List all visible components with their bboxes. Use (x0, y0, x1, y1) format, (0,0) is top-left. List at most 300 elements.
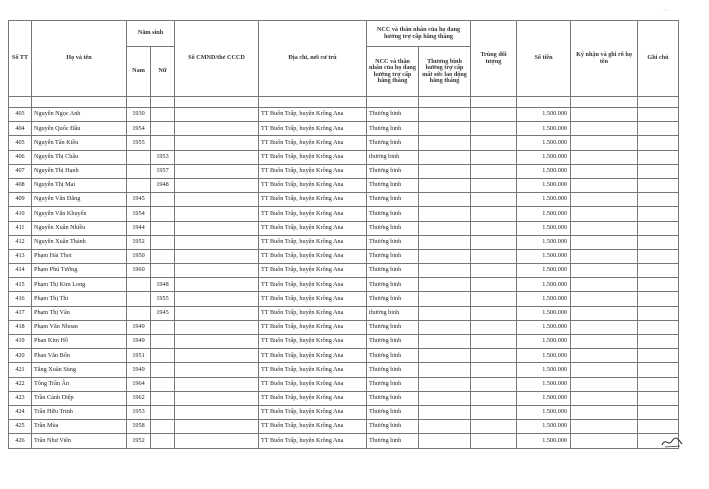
row-male-year: 1951 (127, 349, 151, 363)
row-ncc: Thương binh (367, 278, 419, 292)
row-beneficiary (471, 264, 517, 278)
header-id-card: Số CMND/thẻ CCCD (175, 21, 259, 97)
row-amount: 1.500.000 (517, 136, 571, 150)
row-id-card (175, 391, 259, 405)
row-address: TT Buôn Trấp, huyện Krông Ana (259, 391, 367, 405)
row-note (638, 349, 679, 363)
row-id-card (175, 164, 259, 178)
row-female-year (151, 221, 175, 235)
row-note (638, 193, 679, 207)
row-beneficiary (471, 249, 517, 263)
row-beneficiary (471, 150, 517, 164)
row-male-year: 1945 (127, 193, 151, 207)
row-signature (571, 164, 638, 178)
row-name: Nguyễn Xuân Nhiều (32, 221, 127, 235)
row-address: TT Buôn Trấp, huyện Krông Ana (259, 420, 367, 434)
row-signature (571, 278, 638, 292)
row-invalid (419, 363, 471, 377)
row-stt: 409 (9, 193, 32, 207)
row-male-year: 1960 (127, 264, 151, 278)
row-female-year: 1957 (151, 164, 175, 178)
row-id-card (175, 207, 259, 221)
row-ncc: Thương binh (367, 335, 419, 349)
row-amount: 1.500.000 (517, 178, 571, 192)
row-address: TT Buôn Trấp, huyện Krông Ana (259, 349, 367, 363)
row-signature (571, 405, 638, 419)
row-amount: 1.500.000 (517, 264, 571, 278)
row-note (638, 405, 679, 419)
row-male-year: 1958 (127, 420, 151, 434)
row-id-card (175, 420, 259, 434)
row-female-year (151, 320, 175, 334)
row-signature (571, 363, 638, 377)
row-note (638, 335, 679, 349)
row-female-year (151, 405, 175, 419)
row-ncc: Thương binh (367, 405, 419, 419)
row-id-card (175, 178, 259, 192)
row-male-year: 1952 (127, 434, 151, 448)
row-ncc: Thương binh (367, 207, 419, 221)
header-birth-year: Năm sinh (127, 21, 175, 47)
row-signature (571, 320, 638, 334)
row-amount: 1.500.000 (517, 193, 571, 207)
header-note: Ghi chú (638, 21, 679, 97)
row-address: TT Buôn Trấp, huyện Krông Ana (259, 136, 367, 150)
row-ncc: Thương binh (367, 391, 419, 405)
row-amount: 1.500.000 (517, 235, 571, 249)
row-address: TT Buôn Trấp, huyện Krông Ana (259, 150, 367, 164)
row-invalid (419, 122, 471, 136)
row-stt: 413 (9, 249, 32, 263)
table-row (9, 249, 679, 263)
table-row (9, 164, 679, 178)
row-stt: 416 (9, 292, 32, 306)
row-name: Phan Văn Bốn (32, 349, 127, 363)
row-name: Tăng Xuân Sùng (32, 363, 127, 377)
row-stt: 404 (9, 122, 32, 136)
row-id-card (175, 292, 259, 306)
corner-mark: · · · (660, 8, 669, 14)
table-row (9, 434, 679, 448)
row-female-year: 1953 (151, 150, 175, 164)
row-invalid (419, 306, 471, 320)
row-name: Trần Mùa (32, 420, 127, 434)
row-note (638, 108, 679, 122)
row-male-year: 1944 (127, 221, 151, 235)
row-id-card (175, 363, 259, 377)
row-female-year (151, 377, 175, 391)
row-name: Trần Như Viên (32, 434, 127, 448)
row-female-year (151, 235, 175, 249)
row-signature (571, 306, 638, 320)
row-invalid (419, 178, 471, 192)
row-stt: 405 (9, 136, 32, 150)
row-amount: 1.500.000 (517, 221, 571, 235)
row-invalid (419, 108, 471, 122)
row-note (638, 320, 679, 334)
row-invalid (419, 405, 471, 419)
row-address: TT Buôn Trấp, huyện Krông Ana (259, 320, 367, 334)
row-male-year (127, 292, 151, 306)
row-male-year: 1930 (127, 108, 151, 122)
row-name: Nguyễn Quốc Đầu (32, 122, 127, 136)
row-beneficiary (471, 278, 517, 292)
row-amount: 1.500.000 (517, 434, 571, 448)
table-row (9, 122, 679, 136)
row-male-year: 1962 (127, 391, 151, 405)
row-amount: 1.500.000 (517, 335, 571, 349)
row-invalid (419, 193, 471, 207)
row-female-year (151, 193, 175, 207)
row-stt: 414 (9, 264, 32, 278)
row-invalid (419, 221, 471, 235)
row-note (638, 150, 679, 164)
row-note (638, 292, 679, 306)
row-ncc: Thương binh (367, 136, 419, 150)
row-ncc: Thương binh (367, 235, 419, 249)
row-signature (571, 391, 638, 405)
row-note (638, 136, 679, 150)
row-invalid (419, 292, 471, 306)
row-amount: 1.500.000 (517, 108, 571, 122)
row-address: TT Buôn Trấp, huyện Krông Ana (259, 108, 367, 122)
row-name: Phạm Văn Nhoan (32, 320, 127, 334)
row-stt: 425 (9, 420, 32, 434)
row-beneficiary (471, 391, 517, 405)
row-ncc: Thương binh (367, 178, 419, 192)
table-row (9, 320, 679, 334)
row-signature (571, 335, 638, 349)
row-id-card (175, 221, 259, 235)
row-invalid (419, 150, 471, 164)
row-name: Nguyễn Thị Mai (32, 178, 127, 192)
row-stt: 426 (9, 434, 32, 448)
row-stt: 403 (9, 108, 32, 122)
row-female-year (151, 391, 175, 405)
spacer-row (9, 97, 679, 108)
handwritten-initial (660, 435, 684, 449)
row-signature (571, 221, 638, 235)
row-id-card (175, 306, 259, 320)
row-invalid (419, 391, 471, 405)
row-beneficiary (471, 434, 517, 448)
row-signature (571, 136, 638, 150)
table-row (9, 405, 679, 419)
row-female-year (151, 249, 175, 263)
row-amount: 1.500.000 (517, 150, 571, 164)
row-male-year: 1954 (127, 207, 151, 221)
table-row (9, 377, 679, 391)
row-ncc: thương binh (367, 306, 419, 320)
row-address: TT Buôn Trấp, huyện Krông Ana (259, 292, 367, 306)
row-id-card (175, 150, 259, 164)
row-amount: 1.500.000 (517, 320, 571, 334)
row-note (638, 164, 679, 178)
row-male-year: 1954 (127, 122, 151, 136)
row-female-year (151, 434, 175, 448)
row-amount: 1.500.000 (517, 420, 571, 434)
row-male-year: 1950 (127, 249, 151, 263)
row-invalid (419, 235, 471, 249)
row-name: Nguyễn Văn Khuyến (32, 207, 127, 221)
header-male: Nam (127, 47, 151, 97)
row-beneficiary (471, 363, 517, 377)
row-ncc: Thương binh (367, 292, 419, 306)
table-row (9, 420, 679, 434)
row-male-year: 1949 (127, 320, 151, 334)
row-stt: 411 (9, 221, 32, 235)
row-female-year (151, 349, 175, 363)
header-female: Nữ (151, 47, 175, 97)
row-ncc: Thương binh (367, 122, 419, 136)
row-amount: 1.500.000 (517, 377, 571, 391)
row-id-card (175, 122, 259, 136)
row-male-year: 1949 (127, 335, 151, 349)
row-stt: 423 (9, 391, 32, 405)
row-note (638, 207, 679, 221)
row-female-year (151, 136, 175, 150)
row-id-card (175, 249, 259, 263)
row-amount: 1.500.000 (517, 391, 571, 405)
row-amount: 1.500.000 (517, 292, 571, 306)
row-note (638, 249, 679, 263)
row-ncc: Thương binh (367, 249, 419, 263)
row-amount: 1.500.000 (517, 349, 571, 363)
table-row (9, 136, 679, 150)
row-note (638, 221, 679, 235)
row-note (638, 264, 679, 278)
row-female-year (151, 363, 175, 377)
row-male-year: 1964 (127, 377, 151, 391)
row-stt: 406 (9, 150, 32, 164)
row-name: Nguyễn Văn Đăng (32, 193, 127, 207)
row-ncc: Thương binh (367, 193, 419, 207)
row-invalid (419, 377, 471, 391)
row-signature (571, 193, 638, 207)
row-note (638, 377, 679, 391)
row-signature (571, 235, 638, 249)
row-beneficiary (471, 377, 517, 391)
row-ncc: Thương binh (367, 164, 419, 178)
row-beneficiary (471, 306, 517, 320)
table-row (9, 178, 679, 192)
row-address: TT Buôn Trấp, huyện Krông Ana (259, 405, 367, 419)
row-address: TT Buôn Trấp, huyện Krông Ana (259, 306, 367, 320)
row-name: Phạm Thị Kim Long (32, 278, 127, 292)
row-stt: 407 (9, 164, 32, 178)
row-name: Trần Cảnh Diệp (32, 391, 127, 405)
row-name: Nguyễn Thị Hạnh (32, 164, 127, 178)
row-amount: 1.500.000 (517, 363, 571, 377)
row-ncc: Thương binh (367, 420, 419, 434)
row-note (638, 122, 679, 136)
row-ncc: Thương binh (367, 349, 419, 363)
row-stt: 412 (9, 235, 32, 249)
row-beneficiary (471, 235, 517, 249)
row-female-year (151, 122, 175, 136)
row-stt: 410 (9, 207, 32, 221)
row-id-card (175, 349, 259, 363)
row-beneficiary (471, 349, 517, 363)
row-ncc: Thương binh (367, 363, 419, 377)
row-address: TT Buôn Trấp, huyện Krông Ana (259, 278, 367, 292)
row-invalid (419, 349, 471, 363)
row-note (638, 235, 679, 249)
row-note (638, 363, 679, 377)
row-name: Nguyễn Ngọc Anh (32, 108, 127, 122)
row-stt: 419 (9, 335, 32, 349)
row-stt: 420 (9, 349, 32, 363)
header-stt: Số TT (9, 21, 32, 97)
row-female-year: 1945 (151, 306, 175, 320)
row-id-card (175, 377, 259, 391)
table-row (9, 306, 679, 320)
row-invalid (419, 264, 471, 278)
row-id-card (175, 434, 259, 448)
row-ncc: Thương binh (367, 264, 419, 278)
row-amount: 1.500.000 (517, 306, 571, 320)
row-note (638, 391, 679, 405)
row-id-card (175, 235, 259, 249)
row-name: Phạm Thị Thi (32, 292, 127, 306)
row-address: TT Buôn Trấp, huyện Krông Ana (259, 193, 367, 207)
row-name: Nguyễn Xuân Thành (32, 235, 127, 249)
row-amount: 1.500.000 (517, 122, 571, 136)
row-male-year: 1953 (127, 405, 151, 419)
table-row (9, 335, 679, 349)
row-stt: 415 (9, 278, 32, 292)
row-address: TT Buôn Trấp, huyện Krông Ana (259, 207, 367, 221)
row-note (638, 278, 679, 292)
row-female-year (151, 207, 175, 221)
row-invalid (419, 207, 471, 221)
beneficiary-table (8, 20, 679, 449)
header-signature: Ký nhận và ghi rõ họ tên (571, 21, 638, 97)
row-male-year (127, 278, 151, 292)
row-signature (571, 420, 638, 434)
header-invalid-sub: Thương binh hưởng trợ cấp mất sức lao động hằng tháng (419, 47, 471, 97)
header-amount: Số tiền (517, 21, 571, 97)
header-beneficiary: Trùng đối tượng (471, 21, 517, 97)
row-stt: 408 (9, 178, 32, 192)
row-address: TT Buôn Trấp, huyện Krông Ana (259, 363, 367, 377)
row-id-card (175, 320, 259, 334)
row-amount: 1.500.000 (517, 207, 571, 221)
table-row (9, 193, 679, 207)
table-row (9, 150, 679, 164)
row-beneficiary (471, 136, 517, 150)
row-stt: 417 (9, 306, 32, 320)
row-address: TT Buôn Trấp, huyện Krông Ana (259, 164, 367, 178)
row-female-year: 1955 (151, 292, 175, 306)
row-id-card (175, 108, 259, 122)
row-beneficiary (471, 108, 517, 122)
row-ncc: Thương binh (367, 320, 419, 334)
row-name: Phạm Phú Tường (32, 264, 127, 278)
table-row (9, 363, 679, 377)
row-stt: 418 (9, 320, 32, 334)
row-stt: 424 (9, 405, 32, 419)
table-row (9, 235, 679, 249)
document-sheet (8, 20, 678, 449)
row-name: Phan Kim Hồ (32, 335, 127, 349)
row-name: Trần Hữu Trinh (32, 405, 127, 419)
row-signature (571, 292, 638, 306)
row-signature (571, 178, 638, 192)
row-name: Tông Trần Ân (32, 377, 127, 391)
row-beneficiary (471, 122, 517, 136)
row-beneficiary (471, 164, 517, 178)
row-invalid (419, 335, 471, 349)
row-male-year (127, 178, 151, 192)
row-signature (571, 122, 638, 136)
row-male-year (127, 150, 151, 164)
table-row (9, 278, 679, 292)
row-beneficiary (471, 221, 517, 235)
row-signature (571, 207, 638, 221)
row-note (638, 420, 679, 434)
row-male-year: 1955 (127, 136, 151, 150)
row-id-card (175, 335, 259, 349)
row-signature (571, 249, 638, 263)
row-address: TT Buôn Trấp, huyện Krông Ana (259, 249, 367, 263)
row-ncc: Thương binh (367, 108, 419, 122)
row-female-year (151, 420, 175, 434)
table-row (9, 264, 679, 278)
row-beneficiary (471, 405, 517, 419)
row-invalid (419, 136, 471, 150)
row-ncc: Thương binh (367, 221, 419, 235)
row-beneficiary (471, 420, 517, 434)
row-amount: 1.500.000 (517, 249, 571, 263)
row-name: Nguyễn Tấn Kiều (32, 136, 127, 150)
row-female-year (151, 335, 175, 349)
row-invalid (419, 320, 471, 334)
row-invalid (419, 420, 471, 434)
row-female-year (151, 108, 175, 122)
row-beneficiary (471, 292, 517, 306)
row-id-card (175, 405, 259, 419)
table-row (9, 221, 679, 235)
row-signature (571, 349, 638, 363)
table-row (9, 207, 679, 221)
row-beneficiary (471, 178, 517, 192)
table-row (9, 349, 679, 363)
row-female-year: 1948 (151, 278, 175, 292)
row-invalid (419, 434, 471, 448)
row-address: TT Buôn Trấp, huyện Krông Ana (259, 122, 367, 136)
row-ncc: Thương binh (367, 434, 419, 448)
row-note (638, 178, 679, 192)
header-name: Họ và tên (32, 21, 127, 97)
row-ncc: Thương binh (367, 377, 419, 391)
row-male-year: 1949 (127, 363, 151, 377)
row-id-card (175, 136, 259, 150)
row-female-year: 1948 (151, 178, 175, 192)
row-note (638, 306, 679, 320)
row-signature (571, 150, 638, 164)
row-stt: 421 (9, 363, 32, 377)
row-signature (571, 264, 638, 278)
row-invalid (419, 278, 471, 292)
row-address: TT Buôn Trấp, huyện Krông Ana (259, 264, 367, 278)
row-signature (571, 108, 638, 122)
row-amount: 1.500.000 (517, 405, 571, 419)
row-amount: 1.500.000 (517, 278, 571, 292)
row-stt: 422 (9, 377, 32, 391)
row-amount: 1.500.000 (517, 164, 571, 178)
row-name: Phạm Thị Vân (32, 306, 127, 320)
